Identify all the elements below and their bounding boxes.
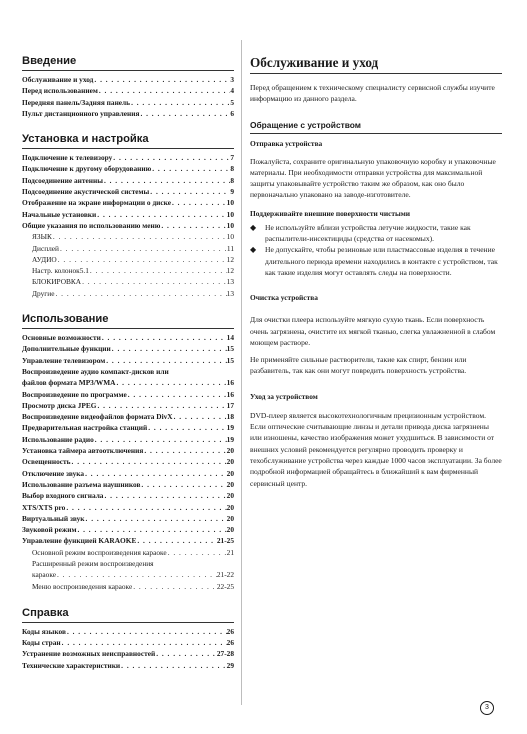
toc-entry [22, 243, 234, 254]
toc-entry-label: Меню воспроизведения караоке [32, 581, 133, 591]
handling-heading: Обращение с устройством [250, 120, 502, 134]
list-item [250, 222, 502, 245]
toc-entry-page: 4 [230, 86, 234, 96]
toc-dot-leader [160, 220, 226, 231]
care-section [250, 55, 502, 489]
toc-entry-label: БЛОКИРОВКА [32, 277, 82, 287]
cleaning-text: Для очистки плеера используйте мягкую сухую ткань. Если поверхность очень загрязнена, очистите их мягкой тканью, слегка увлажненной в слабом моющем растворе. [250, 315, 496, 347]
toc-entry [22, 581, 234, 592]
page-number: 3 [480, 701, 494, 715]
toc-entry-page: 20 [226, 525, 234, 535]
toc-entry-label: Дополнительные функции [22, 344, 111, 354]
toc-entry [22, 513, 234, 524]
toc-entry [22, 197, 234, 208]
toc-entry-label: Использование разъема наушников [22, 479, 141, 489]
toc-entry-page: 21-22 [216, 570, 234, 580]
toc-entry-label: Другие [32, 288, 55, 298]
toc-entry-page: 26 [226, 638, 234, 648]
toc-entry-page: 12 [226, 254, 234, 264]
toc-entry-label: Дисплей [32, 243, 59, 253]
toc-dot-leader [132, 581, 217, 592]
toc-dot-leader [93, 74, 230, 85]
toc-entry [22, 660, 234, 671]
toc-entry-label: Передняя панель/Задняя панель [22, 97, 131, 107]
diamond-bullet-icon: ◆ [250, 245, 257, 255]
toc-section-title: Использование [22, 313, 234, 329]
column-divider [241, 40, 242, 705]
toc-entry-page: 10 [226, 232, 234, 242]
toc-entry [22, 626, 234, 637]
toc-entry-label: Просмотр диска JPEG [22, 400, 97, 410]
diamond-bullet-icon: ◆ [250, 222, 257, 232]
toc-entry-page: 14 [226, 333, 234, 343]
toc-entry [22, 389, 234, 400]
toc-entry-label: Использование радио [22, 434, 94, 444]
toc-entry-label: Отключение звука [22, 468, 85, 478]
toc-entry [22, 97, 234, 108]
toc-entry-page: 29 [226, 660, 234, 670]
toc-entry-page: 19 [226, 423, 234, 433]
toc-entry-page: 20 [226, 513, 234, 523]
toc-dot-leader [167, 547, 227, 558]
toc-dot-leader [56, 569, 217, 580]
toc-entry [22, 637, 234, 648]
toc-entry: Расширенный режим воспроизведения [32, 558, 154, 568]
toc-entry-page: 9 [230, 187, 234, 197]
toc-entry-page: 7 [230, 153, 234, 163]
toc-entry-page: 15 [226, 355, 234, 365]
toc-entry-label: Подсоединение антенны [22, 175, 103, 185]
toc-entry-page: 21 [226, 547, 234, 557]
toc-entry [22, 490, 234, 501]
toc-entry [22, 377, 234, 388]
toc-dot-leader [173, 411, 227, 422]
toc-entry-label: Подсоединение акустической системы [22, 187, 150, 197]
toc-entry [22, 355, 234, 366]
toc-entry-label: Настр. колонок5.1 [32, 266, 89, 276]
toc-entry-page: 20 [226, 502, 234, 512]
toc-dot-leader [136, 535, 217, 546]
toc-entry-label: Воспроизведение видеофайлов формата DivX [22, 412, 173, 422]
toc-dot-leader [54, 288, 226, 299]
toc-entry: Воспроизведение аудио компакт-дисков или [22, 366, 169, 376]
toc-entry-label: Освещенность [22, 457, 71, 467]
toc-dot-leader [76, 524, 226, 535]
toc-entry-label: Устранение возможных неисправностей [22, 649, 156, 659]
toc-dot-leader [103, 490, 226, 501]
toc-dot-leader [151, 163, 230, 174]
toc-entry-label: Пульт дистанционного управления [22, 108, 140, 118]
toc-entry [22, 175, 234, 186]
toc-entry-page: 3 [230, 75, 234, 84]
toc-dot-leader [96, 400, 226, 411]
toc-entry-label: Виртуальный звук [22, 513, 85, 523]
toc-entry [22, 479, 234, 490]
toc-dot-leader [147, 422, 226, 433]
toc-entry-label: Начальные установки [22, 209, 97, 219]
shipping-heading: Отправка устройства [250, 138, 323, 148]
surfaces-heading: Поддерживайте внешние поверхности чистыми [250, 208, 411, 218]
toc-entry [22, 400, 234, 411]
toc-entry [22, 209, 234, 220]
toc-entry [22, 74, 234, 85]
toc-section-title: Установка и настройка [22, 133, 234, 149]
toc-dot-leader [105, 355, 226, 366]
toc-entry-label: Коды языков [22, 626, 66, 636]
toc-dot-leader [171, 197, 227, 208]
toc-entry [22, 85, 234, 96]
toc-entry [22, 152, 234, 163]
toc-entry-page: 19 [226, 434, 234, 444]
toc-entry-page: 16 [226, 378, 234, 388]
toc-entry-label: Подключение к другому оборудованию [22, 164, 152, 174]
toc-entry [22, 535, 234, 546]
toc-dot-leader [96, 209, 226, 220]
toc-dot-leader [103, 175, 230, 186]
toc-dot-leader [139, 108, 230, 119]
toc-dot-leader [112, 152, 230, 163]
toc-entry [22, 569, 234, 580]
toc-entry [22, 547, 234, 558]
toc-entry-label: Подключение к телевизору [22, 153, 113, 163]
toc-entry [22, 502, 234, 513]
toc-entry [22, 276, 234, 287]
toc-entry-page: 20 [226, 491, 234, 501]
toc-dot-leader [66, 626, 227, 637]
toc-dot-leader [149, 186, 230, 197]
toc-dot-leader [94, 434, 227, 445]
toc-entry-page: 6 [230, 108, 234, 118]
toc-entry [22, 524, 234, 535]
toc-entry-label: файлов формата MP3/WMA [22, 378, 116, 388]
page-title: Обслуживание и уход [250, 55, 502, 74]
toc-entry-label: Основные возможности [22, 333, 101, 343]
toc-entry [22, 332, 234, 343]
toc-entry-page: 8 [230, 164, 234, 174]
cleaning-heading: Очистка устройства [250, 293, 318, 303]
toc-entry-page: 12 [226, 266, 234, 276]
toc-entry-page: 10 [226, 220, 234, 230]
toc-entry-page: 11 [226, 243, 234, 253]
toc-list [22, 74, 234, 119]
toc-entry-page: 20 [226, 457, 234, 467]
toc-entry-label: Общие указания по использованию меню [22, 220, 161, 230]
toc-dot-leader [115, 377, 226, 388]
toc-entry-label: Выбор входного сигнала [22, 491, 104, 501]
toc-entry [22, 163, 234, 174]
surfaces-list [250, 222, 502, 278]
toc-entry [22, 648, 234, 659]
toc-dot-leader [127, 389, 227, 400]
cleaning-text: Не применяйте сильные растворители, такие как спирт, бензин или разбавитель, так как они могут повредить поверхность устройства. [250, 355, 467, 376]
shipping-text: Пожалуйста, сохраните оригинальную упаковочную коробку и упаковочные материалы. При необходимости отправки устройства для максимальной защиты упаковывайте устройство таким же образом, как оно было первоначально упаковано на заводе-изготовителе. [250, 156, 496, 200]
toc-dot-leader [130, 97, 230, 108]
toc-entry-page: 15 [226, 344, 234, 354]
toc-entry-label: Обслуживание и уход [22, 75, 94, 84]
toc-entry [22, 343, 234, 354]
toc-entry-page: 18 [226, 412, 234, 422]
toc-entry-page: 17 [226, 400, 234, 410]
toc-entry-page: 10 [226, 198, 234, 208]
toc-entry-page: 26 [226, 626, 234, 636]
toc-entry-page: 21-25 [216, 536, 234, 546]
intro-text: Перед обращением к техническому специалисту сервисной службы изучите информацию из данного раздела. [250, 83, 495, 104]
toc-entry [22, 231, 234, 242]
toc-list [22, 152, 234, 299]
toc-entry-page: 8 [230, 175, 234, 185]
toc-entry [22, 434, 234, 445]
toc-entry [22, 108, 234, 119]
toc-entry-label: Коды стран [22, 638, 61, 648]
bullet-text: Не используйте вблизи устройства летучие жидкости, такие как распылители-инсектициды (средства от насекомых). [265, 222, 471, 244]
toc-entry [22, 254, 234, 265]
toc-entry [22, 445, 234, 456]
toc-dot-leader [59, 243, 227, 254]
toc-entry [22, 220, 234, 231]
toc-entry-label: Звуковой режим [22, 525, 77, 535]
toc-entry [22, 468, 234, 479]
toc-entry-page: 13 [226, 277, 234, 287]
toc-dot-leader [85, 513, 227, 524]
toc-entry-page: 13 [226, 288, 234, 298]
toc-entry-page: 20 [226, 468, 234, 478]
toc-list [22, 332, 234, 592]
toc-section-title: Введение [22, 55, 234, 71]
toc-dot-leader [57, 254, 227, 265]
toc-entry-page: 20 [226, 446, 234, 456]
maintenance-heading: Уход за устройством [250, 391, 318, 401]
toc-entry-page: 5 [230, 97, 234, 107]
toc-entry [22, 422, 234, 433]
toc-dot-leader [140, 479, 226, 490]
toc-dot-leader [71, 456, 227, 467]
toc-entry-label: Основной режим воспроизведения караоке [32, 547, 167, 557]
toc-entry-label: АУДИО [32, 254, 57, 264]
toc-entry-label: караоке [32, 570, 56, 580]
toc-entry [22, 456, 234, 467]
toc-dot-leader [89, 265, 227, 276]
toc-entry-label: XTS/XTS pro [22, 502, 66, 512]
toc-entry-label: Управление функцией KARAOKE [22, 536, 137, 546]
toc-entry-label: Перед использованием [22, 86, 98, 96]
toc-list [22, 626, 234, 671]
toc-dot-leader [81, 276, 227, 287]
toc-dot-leader [61, 637, 227, 648]
toc-entry-label: Отображение на экране информации о диске [22, 198, 171, 208]
table-of-contents [22, 55, 234, 671]
toc-entry [22, 288, 234, 299]
list-item [250, 244, 502, 278]
maintenance-text: DVD-плеер является высокотехнологичным прецизионным устройством. Если оптические считывающие линзы и детали привода диска загрязнены или изношены, качество изображения может ухудшиться. В зависимости от внешних условий рекомендуется регулярно проводить проверку и техобслуживание устройства через каждые 1000 часов эксплуатации. За более подробной информацией обращайтесь в ближайший к вам фирменный сервисный центр. [250, 410, 502, 488]
toc-entry [22, 265, 234, 276]
toc-dot-leader [52, 231, 227, 242]
toc-entry-page: 20 [226, 479, 234, 489]
toc-entry [22, 411, 234, 422]
toc-dot-leader [65, 502, 226, 513]
toc-entry-label: Технические характеристики [22, 660, 121, 670]
toc-entry-label: Управление телевизором [22, 355, 106, 365]
toc-dot-leader [120, 660, 227, 671]
toc-dot-leader [98, 85, 230, 96]
toc-entry-page: 16 [226, 389, 234, 399]
toc-entry-label: Воспроизведение по программе [22, 389, 127, 399]
toc-dot-leader [155, 648, 217, 659]
toc-entry-page: 10 [226, 209, 234, 219]
toc-entry-label: Установка таймера автоотключения [22, 446, 144, 456]
toc-dot-leader [143, 445, 226, 456]
toc-entry-label: Предварительная настройка станций [22, 423, 148, 433]
bullet-text: Не допускайте, чтобы резиновые или пластмассовые изделия в течение длительного периода времени находились в контакте с устройством, так как такие изделия могут оставлять следы на поверхности. [265, 245, 498, 277]
toc-entry-label: ЯЗЫК [32, 232, 52, 242]
toc-dot-leader [101, 332, 227, 343]
toc-entry [22, 186, 234, 197]
toc-entry-page: 22-25 [216, 581, 234, 591]
toc-entry-page: 27-28 [216, 649, 234, 659]
toc-dot-leader [84, 468, 227, 479]
toc-dot-leader [111, 343, 227, 354]
toc-section-title: Справка [22, 607, 234, 623]
